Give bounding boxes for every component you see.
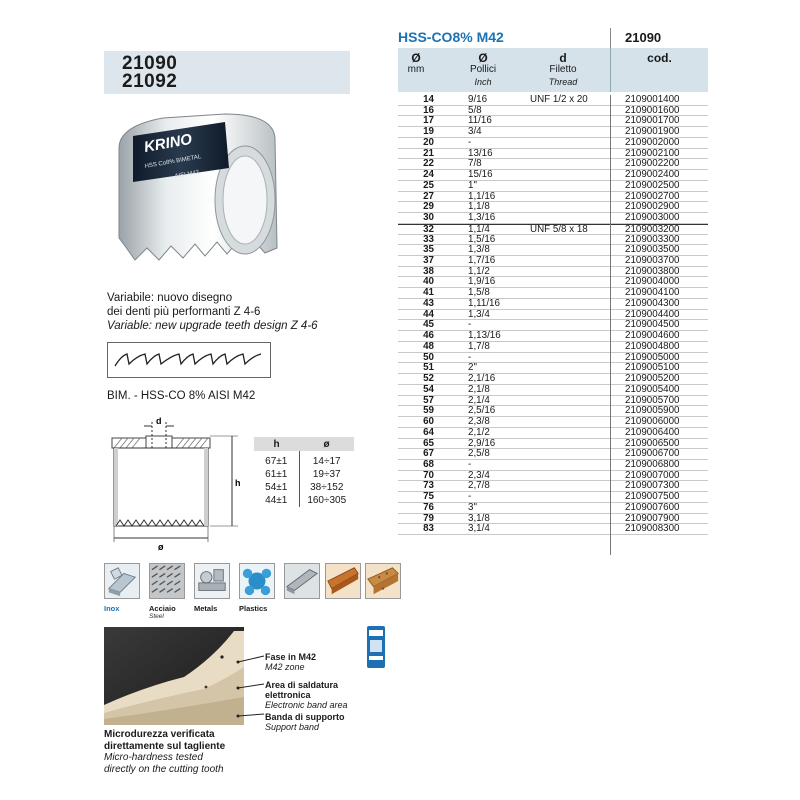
dim-row: 44±1 160÷305 — [254, 494, 354, 507]
cell-diameter-inch: 1,9/16 — [468, 276, 496, 288]
dim-row: 61±1 19÷37 — [254, 468, 354, 481]
cell-diameter-mm: 22 — [423, 158, 434, 170]
product-codes-box — [104, 51, 350, 94]
cell-diameter-inch: 7/8 — [468, 158, 482, 170]
micro-hardness-photo — [104, 627, 244, 725]
cell-code: 2109002200 — [625, 158, 680, 170]
cell-diameter-mm: 48 — [423, 340, 434, 352]
cell-diameter-inch: - — [468, 458, 472, 470]
cell-diameter-mm: 46 — [423, 330, 434, 342]
cell-diameter-mm: 76 — [423, 501, 434, 513]
cell-thread: UNF 5/8 x 18 — [530, 223, 588, 235]
cell-code: 2109003000 — [625, 212, 680, 224]
hole-saw-image — [105, 108, 285, 278]
cell-diameter-mm: 60 — [423, 416, 434, 428]
cell-diameter-mm: 43 — [423, 297, 434, 309]
cell-diameter-mm: 54 — [423, 383, 434, 395]
cell-diameter-inch: 1,7/16 — [468, 255, 496, 267]
cell-diameter-mm: 45 — [423, 319, 434, 331]
cell-diameter-inch: 5/8 — [468, 104, 482, 116]
cell-diameter-mm: 40 — [423, 276, 434, 288]
material-metals — [194, 563, 230, 613]
title-divider — [610, 28, 611, 48]
cell-diameter-mm: 59 — [423, 405, 434, 417]
cell-code: 2109002500 — [625, 179, 680, 191]
cell-code: 2109005700 — [625, 394, 680, 406]
cell-diameter-inch: 1" — [468, 179, 477, 191]
cell-code: 2109004800 — [625, 340, 680, 352]
cell-diameter-mm: 38 — [423, 265, 434, 277]
table-row — [398, 385, 708, 396]
cell-diameter-inch: 2,1/2 — [468, 426, 490, 438]
cell-diameter-mm: 33 — [423, 233, 434, 245]
cell-diameter-inch: 2,1/8 — [468, 383, 490, 395]
cell-code: 2109006800 — [625, 458, 680, 470]
table-row — [398, 342, 708, 353]
saw-band-subtext: AISI M42 — [174, 169, 200, 180]
steel-material-icon — [149, 563, 185, 599]
material-plastics — [239, 563, 275, 613]
cell-code: 2109006500 — [625, 437, 680, 449]
cell-code: 2109005200 — [625, 373, 680, 385]
table-row — [398, 524, 708, 535]
cell-code: 2109005400 — [625, 383, 680, 395]
header-diameter-mm: Ø mm — [407, 51, 425, 75]
variant-line-2: dei denti più performanti Z 4-6 — [107, 306, 261, 318]
table-row — [398, 224, 708, 235]
cell-code: 2109001900 — [625, 126, 680, 138]
cell-diameter-inch: 13/16 — [468, 147, 493, 159]
callout-m42-zone: Fase in M42 M42 zone — [265, 652, 317, 672]
cell-diameter-inch: - — [468, 351, 472, 363]
table-row — [398, 428, 708, 439]
wood-material-icon — [325, 563, 361, 599]
dim-header-diameter: ø — [299, 437, 354, 451]
cell-code: 2109004500 — [625, 319, 680, 331]
material-aluminium-profile — [284, 563, 320, 604]
drawing-label-d: d — [156, 416, 162, 426]
cell-code: 2109005000 — [625, 351, 680, 363]
dim-header-h: h — [254, 437, 299, 451]
cell-code: 2109007500 — [625, 491, 680, 503]
cell-code: 2109004300 — [625, 297, 680, 309]
cell-diameter-mm: 29 — [423, 201, 434, 213]
cell-diameter-inch: 2,5/16 — [468, 405, 496, 417]
cell-code: 2109003200 — [625, 223, 680, 235]
cell-diameter-mm: 17 — [423, 115, 434, 127]
cell-code: 2109006400 — [625, 426, 680, 438]
cell-diameter-inch: 1,3/4 — [468, 308, 490, 320]
cell-code: 2109005900 — [625, 405, 680, 417]
cell-code: 2109007600 — [625, 501, 680, 513]
callout-band-area: Area di saldatura elettronica Electronic band area — [265, 680, 348, 710]
cell-diameter-mm: 83 — [423, 523, 434, 535]
cell-code: 2109007900 — [625, 512, 680, 524]
cell-code: 2109004600 — [625, 330, 680, 342]
saw-brand-text: KRINO — [142, 130, 194, 156]
cell-diameter-mm: 37 — [423, 255, 434, 267]
header-diameter-inch: Ø Pollici Inch — [469, 51, 497, 87]
code-column-divider — [610, 95, 611, 555]
cell-diameter-inch: 2,1/4 — [468, 394, 490, 406]
cell-code: 2109004000 — [625, 276, 680, 288]
cell-diameter-mm: 25 — [423, 179, 434, 191]
micro-hardness-caption: Microdurezza verificata direttamente sul tagliente Micro-hardness tested directly on the cutting tooth — [104, 729, 226, 775]
dimension-table — [254, 437, 354, 507]
material-plastics-label: Plastics — [239, 604, 268, 613]
spec-table-title: HSS-CO8% M42 — [398, 29, 504, 45]
cell-diameter-inch: 2,3/4 — [468, 469, 490, 481]
material-metals-label: Metals — [194, 604, 218, 613]
material-inox — [104, 563, 140, 613]
metals-material-icon — [194, 563, 230, 599]
cell-code: 2109002100 — [625, 147, 680, 159]
cell-diameter-inch: 2" — [468, 362, 477, 374]
cell-diameter-inch: 11/16 — [468, 115, 492, 127]
dimension-drawing — [104, 414, 252, 554]
cell-diameter-inch: - — [468, 491, 472, 503]
cell-diameter-inch: 9/16 — [468, 94, 488, 105]
cell-diameter-inch: 2,9/16 — [468, 437, 496, 449]
cell-diameter-mm: 19 — [423, 126, 434, 138]
cell-code: 2109002000 — [625, 136, 680, 148]
cell-thread: UNF 1/2 x 20 — [530, 94, 588, 105]
cell-code: 2109001600 — [625, 104, 680, 116]
cell-code: 2109003500 — [625, 244, 680, 256]
material-wood — [325, 563, 361, 604]
cell-diameter-inch: 1,1/16 — [468, 190, 496, 202]
drawing-label-h: h — [235, 478, 241, 488]
cell-diameter-mm: 64 — [423, 426, 434, 438]
cell-diameter-mm: 14 — [423, 94, 434, 105]
cell-diameter-inch: - — [468, 319, 472, 331]
material-steel-sublabel: Steel — [149, 613, 164, 620]
cell-diameter-mm: 68 — [423, 458, 434, 470]
cell-diameter-inch: 1,1/4 — [468, 223, 490, 235]
spec-table-body — [398, 95, 708, 535]
table-row — [398, 181, 708, 192]
cell-diameter-inch: 1,3/16 — [468, 212, 496, 224]
cell-diameter-mm: 50 — [423, 351, 434, 363]
header-thread: d Filetto Thread — [548, 51, 578, 87]
cell-code: 2109005100 — [625, 362, 680, 374]
cell-diameter-mm: 65 — [423, 437, 434, 449]
spec-table-code: 21090 — [625, 30, 662, 45]
variant-description — [107, 291, 318, 333]
cell-code: 2109008300 — [625, 523, 680, 535]
bim-spec-text: BIM. - HSS-CO 8% AISI M42 — [107, 390, 256, 402]
cell-diameter-inch: 1,11/16 — [468, 297, 500, 309]
cell-diameter-inch: 1,5/16 — [468, 233, 496, 245]
cell-code: 2109003700 — [625, 255, 680, 267]
cell-code: 2109003300 — [625, 233, 680, 245]
table-row — [398, 213, 708, 224]
cell-diameter-mm: 44 — [423, 308, 434, 320]
cell-diameter-mm: 73 — [423, 480, 434, 492]
cell-code: 2109002400 — [625, 169, 680, 181]
cell-code: 2109002900 — [625, 201, 680, 213]
cell-code: 2109006700 — [625, 448, 680, 460]
packaging-image — [365, 626, 387, 668]
cell-diameter-mm: 70 — [423, 469, 434, 481]
cell-diameter-mm: 51 — [423, 362, 434, 374]
inox-material-icon — [104, 563, 140, 599]
plastics-material-icon — [239, 563, 275, 599]
cell-diameter-inch: 1,5/8 — [468, 287, 490, 299]
cell-code: 2109007000 — [625, 469, 680, 481]
cell-diameter-mm: 75 — [423, 491, 434, 503]
cell-diameter-mm: 67 — [423, 448, 434, 460]
saw-band-text: HSS Co8% BIMETAL — [144, 154, 202, 170]
material-chipboard — [365, 563, 401, 604]
product-code-2: 21092 — [122, 71, 178, 92]
teeth-profile-diagram — [107, 342, 271, 378]
cell-code: 2109006000 — [625, 416, 680, 428]
cell-diameter-inch: 1,13/16 — [468, 330, 501, 342]
callout-support-band: Banda di supporto Support band — [265, 712, 345, 732]
cell-code: 2109004400 — [625, 308, 680, 320]
header-code: cod. — [647, 51, 672, 65]
cell-diameter-inch: 1,1/8 — [468, 201, 490, 213]
product-code-1: 21090 — [122, 53, 178, 74]
cell-diameter-inch: 2,7/8 — [468, 480, 490, 492]
cell-diameter-inch: 3,1/4 — [468, 523, 490, 535]
variant-line-1: Variabile: nuovo disegno — [107, 292, 233, 304]
cell-diameter-mm: 35 — [423, 244, 434, 256]
material-steel — [149, 563, 185, 620]
cell-diameter-mm: 79 — [423, 512, 434, 524]
cell-diameter-mm: 21 — [423, 147, 434, 159]
cell-diameter-mm: 24 — [423, 169, 434, 181]
variant-line-english: Variable: new upgrade teeth design Z 4-6 — [107, 320, 318, 332]
cell-code: 2109003800 — [625, 265, 680, 277]
cell-diameter-inch: 1,1/2 — [468, 265, 490, 277]
cell-diameter-inch: 2,1/16 — [468, 373, 496, 385]
cell-diameter-mm: 30 — [423, 212, 434, 224]
cell-diameter-inch: 3,1/8 — [468, 512, 490, 524]
cell-diameter-inch: - — [468, 136, 472, 148]
cell-diameter-mm: 32 — [423, 223, 434, 235]
cell-diameter-inch: 1,7/8 — [468, 340, 490, 352]
cell-diameter-mm: 41 — [423, 287, 434, 299]
cell-diameter-inch: 15/16 — [468, 169, 493, 181]
cell-diameter-mm: 27 — [423, 190, 434, 202]
cell-diameter-inch: 2,3/8 — [468, 416, 490, 428]
cell-code: 2109002700 — [625, 190, 680, 202]
cell-diameter-inch: 1,3/8 — [468, 244, 490, 256]
materials-icons — [104, 563, 404, 623]
material-inox-label: Inox — [104, 604, 120, 613]
cell-code: 2109001700 — [625, 115, 680, 127]
cell-code: 2109001400 — [625, 94, 680, 105]
drawing-label-diameter: ø — [158, 542, 164, 552]
spec-table-header — [398, 48, 708, 92]
cell-diameter-inch: 2,5/8 — [468, 448, 490, 460]
cell-diameter-mm: 57 — [423, 394, 434, 406]
aluminium-profile-icon — [284, 563, 320, 599]
cell-diameter-mm: 20 — [423, 136, 434, 148]
cell-diameter-mm: 52 — [423, 373, 434, 385]
cell-diameter-inch: 3/4 — [468, 126, 482, 138]
callout-arrows — [236, 650, 266, 720]
cell-code: 2109007300 — [625, 480, 680, 492]
dim-row: 67±1 14÷17 — [254, 451, 354, 468]
material-steel-label: Acciaio — [149, 604, 176, 613]
cell-diameter-mm: 16 — [423, 104, 434, 116]
chipboard-material-icon — [365, 563, 401, 599]
dim-row: 54±1 38÷152 — [254, 481, 354, 494]
cell-code: 2109004100 — [625, 287, 680, 299]
cell-diameter-inch: 3" — [468, 501, 477, 513]
